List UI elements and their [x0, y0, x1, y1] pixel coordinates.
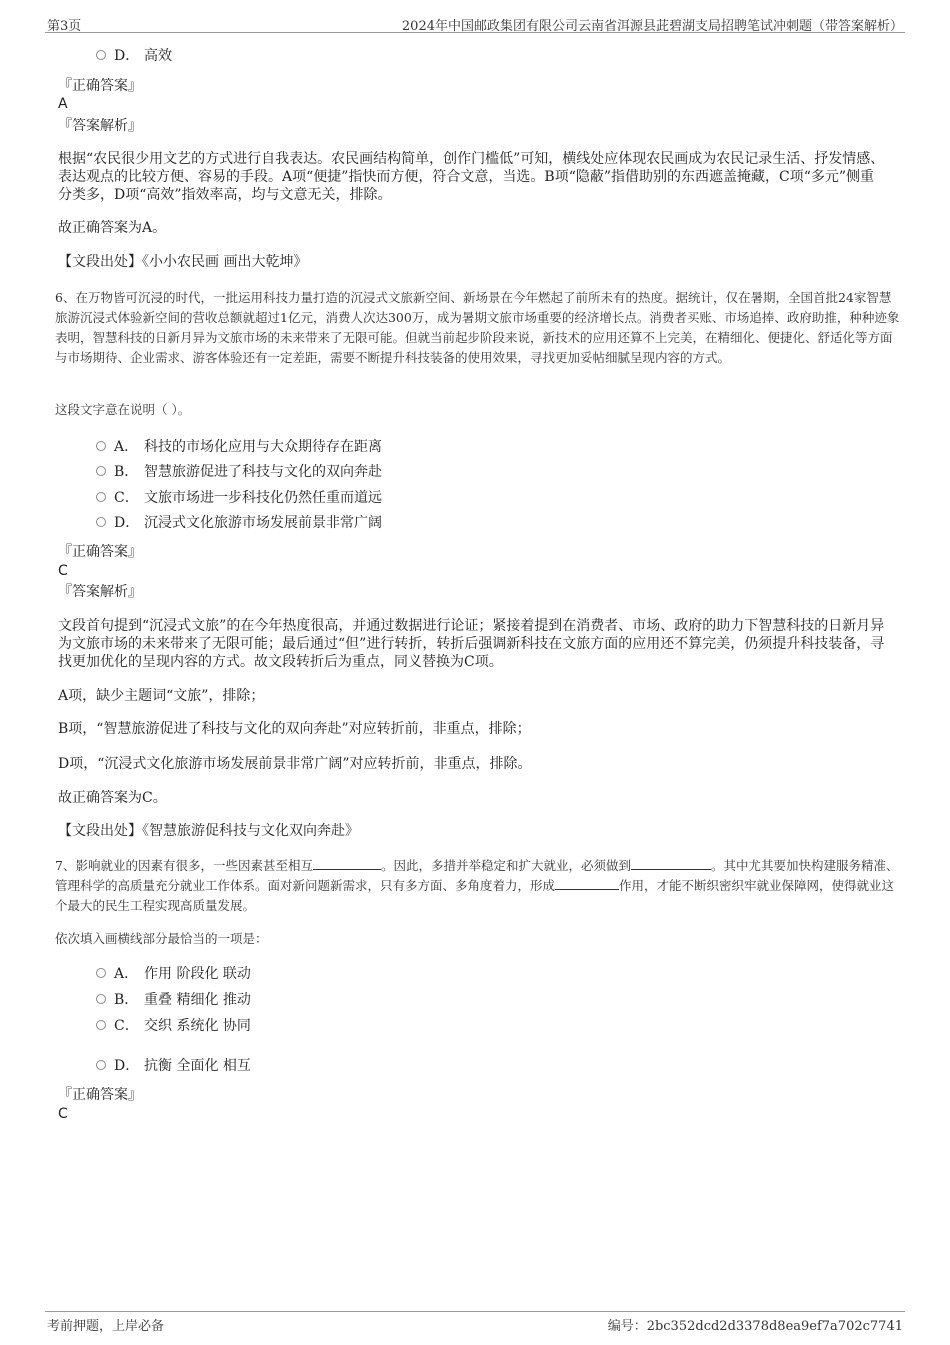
q6-option-b[interactable]: B． 智慧旅游促进了科技与文化的双向奔赴 — [96, 462, 382, 482]
q6-conclusion: 故正确答案为C。 — [58, 790, 167, 806]
q6-source: 【文段出处】《智慧旅游促科技与文化双向奔赴》 — [58, 823, 359, 839]
q7-option-d[interactable]: D． 抗衡 全面化 相互 — [96, 1056, 251, 1076]
q6-stem: 6、在万物皆可沉浸的时代，一批运用科技力量打造的沉浸式文旅新空间、新场景在今年燃起了前所未有的热度。据统计，仅在暑期，全国首批24家智慧旅游沉浸式体验新空间的营收总额就超过1亿元，消费人次达300万，成为暑期文旅市场重要的经济增长点。消费者买账、市场追捧、政府助推，种种迹象表明，智慧科技的日新月异为文旅市场的未来带来了无限可能。但就当前起步阶段来说，新技术的应用还算不上完美，在精细化、便捷化、舒适化等方面与市场期待、企业需求、游客体验还有一定差距，需要不断提升科技装备的使用效果，寻找更加妥帖细腻呈现内容的方式。 — [55, 290, 900, 365]
q6-analysis: 文段首句提到“沉浸式文旅”的在今年热度很高，并通过数据进行论证；紧接着提到在消费者、市场、政府的助力下智慧科技的日新月异为文旅市场的未来带来了无限可能；最后通过“但”进行转折，转折后强调新科技在文旅方面的应用还不算完美，仍须提升科技装备，寻找更加优化的呈现内容的方式。故文段转折后为重点，同义替换为C项。 — [58, 618, 885, 670]
q5-source: 【文段出处】《小小农民画 画出大乾坤》 — [58, 254, 308, 270]
q5-answer-label: 『正确答案』 — [58, 78, 142, 94]
q6-analysis-b: B项，“智慧旅游促进了科技与文化的双向奔赴”对应转折前，非重点，排除； — [58, 721, 531, 737]
q6-analysis-d: D项，“沉浸式文化旅游市场发展前景非常广阔”对应转折前，非重点，排除。 — [58, 756, 532, 772]
fill-blank-3 — [555, 877, 619, 890]
q6-question: 这段文字意在说明（ ）。 — [55, 402, 191, 417]
q7-answer: C — [58, 1106, 68, 1122]
radio-icon[interactable] — [96, 1020, 106, 1030]
q7-answer-label: 『正确答案』 — [58, 1087, 142, 1103]
radio-icon[interactable] — [96, 492, 106, 502]
radio-icon[interactable] — [96, 968, 106, 978]
q7-option-c[interactable]: C． 交织 系统化 协同 — [96, 1016, 251, 1036]
q5-answer: A — [58, 96, 68, 112]
q6-analysis-label: 『答案解析』 — [58, 584, 142, 600]
q6-option-c[interactable]: C． 文旅市场进一步科技化仍然任重而道远 — [96, 488, 382, 508]
q6-option-d[interactable]: D． 沉浸式文化旅游市场发展前景非常广阔 — [96, 513, 382, 533]
q5-conclusion: 故正确答案为A。 — [58, 220, 167, 236]
q7-option-a[interactable]: A． 作用 阶段化 联动 — [96, 964, 251, 984]
page-number: 第3页 — [47, 19, 82, 34]
radio-icon[interactable] — [96, 441, 106, 451]
radio-icon[interactable] — [96, 517, 106, 527]
radio-icon[interactable] — [96, 50, 106, 60]
document-title: 2024年中国邮政集团有限公司云南省洱源县茈碧湖支局招聘笔试冲刺题（带答案解析） — [401, 19, 903, 34]
q5-analysis: 根据“农民很少用文艺的方式进行自我表达。农民画结构简单，创作门槛低”可知，横线处应体现农民画成为农民记录生活、抒发情感、表达观点的比较方便、容易的手段。A项“便捷”指快而方便，符合文意，当选。B项“隐蔽”指借助别的东西遮盖掩藏，C项“多元”侧重分类多，D项“高效”指效率高，均与文意无关，排除。 — [58, 151, 885, 203]
q6-option-a[interactable]: A． 科技的市场化应用与大众期待存在距离 — [96, 437, 382, 457]
footer-slogan: 考前押题，上岸必备 — [47, 1319, 165, 1334]
fill-blank-2 — [631, 857, 711, 870]
q6-answer: C — [58, 563, 68, 579]
q6-analysis-a: A项，缺少主题词“文旅”，排除； — [58, 688, 265, 704]
page-footer — [45, 1311, 905, 1332]
radio-icon[interactable] — [96, 994, 106, 1004]
page-header — [45, 14, 905, 33]
document-code: 编号：2bc352dcd2d3378d8ea9ef7a702c7741 — [607, 1319, 903, 1334]
q7-stem: 7、影响就业的因素有很多，一些因素甚至相互 。因此，多措并举稳定和扩大就业，必须做到 。其中尤其要加快构建服务精准、管理科学的高质量充分就业工作体系。面对新问题新需求，只有多方面、多角度着力，形成 作用，才能不断织密织牢就业保障网，使得就业这个最大的民生工程实现高质量发展。 — [55, 858, 899, 913]
fill-blank-1 — [313, 857, 381, 870]
q5-option-d[interactable]: D． 高效 — [96, 46, 172, 66]
q6-answer-label: 『正确答案』 — [58, 544, 142, 560]
radio-icon[interactable] — [96, 1060, 106, 1070]
radio-icon[interactable] — [96, 466, 106, 476]
q7-option-b[interactable]: B． 重叠 精细化 推动 — [96, 990, 251, 1010]
q7-question: 依次填入画横线部分最恰当的一项是： — [55, 931, 268, 946]
q5-analysis-label: 『答案解析』 — [58, 118, 142, 134]
